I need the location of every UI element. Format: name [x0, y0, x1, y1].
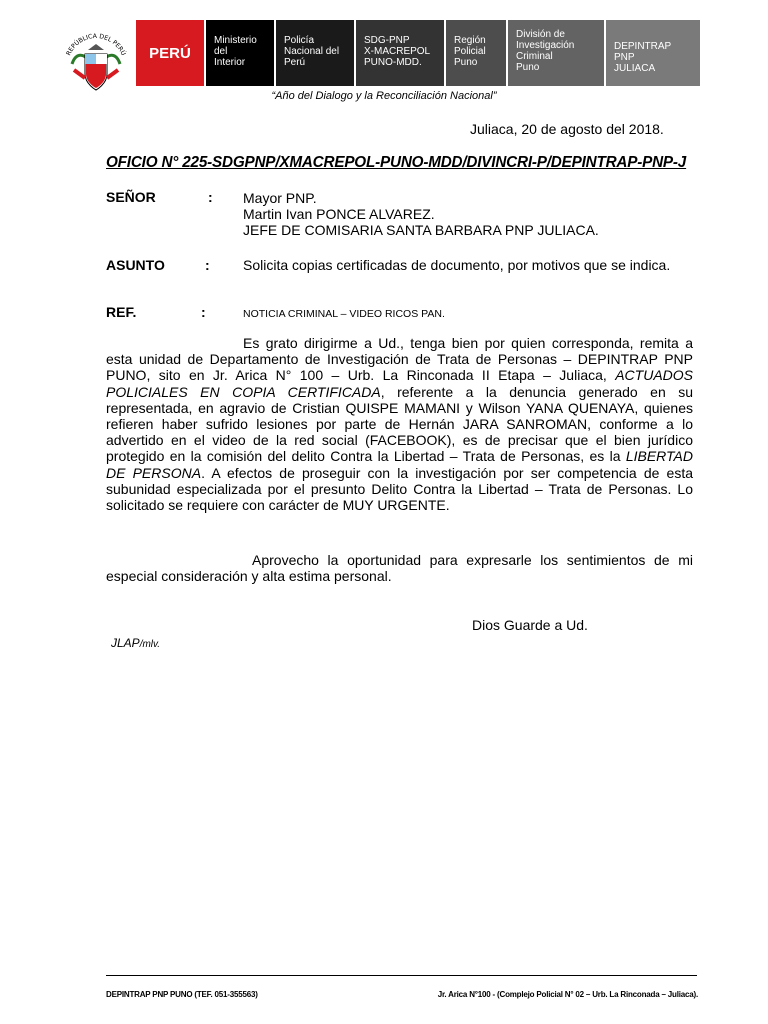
header-box-ministerio — [206, 20, 274, 86]
header-text: X-MACREPOL — [364, 46, 431, 57]
asunto-colon: : — [205, 257, 210, 273]
header-text: DEPINTRAP PNP — [614, 41, 672, 63]
header-text: Ministerio — [214, 35, 257, 46]
body-text: . A efectos de proseguir con la investigación por ser competencia de esta subunidad especializada por el presunto Delito Contra la Libertad – Trata de Personas. Lo solicitado se requiere con carácter de MUY URGENTE. — [106, 464, 693, 514]
header-text: Nacional del — [284, 46, 340, 57]
peru-label: PERÚ — [149, 44, 191, 62]
oficio-number: OFICIO N° 225-SDGPNP/XMACREPOL-PUNO-MDD/DIVINCRI-P/DEPINTRAP-PNP-J — [106, 154, 687, 171]
header-text: Región — [454, 35, 486, 46]
initials — [111, 636, 160, 650]
ref-label: REF. — [106, 304, 137, 320]
ref-value: NOTICIA CRIMINAL – VIDEO RICOS PAN. — [243, 308, 445, 320]
peru-brand-box — [136, 20, 204, 86]
header-text: Investigación — [516, 40, 575, 51]
header-text: JULIACA — [614, 63, 656, 74]
body-paragraph-2: Aprovecho la oportunidad para expresarle los sentimientos de mi especial consideración y alta estima personal. — [106, 552, 693, 585]
header-text: del — [214, 46, 228, 57]
header-text: Policía — [284, 35, 315, 46]
document-date: Juliaca, 20 de agosto del 2018. — [470, 121, 664, 137]
header-box-depintrap — [606, 20, 700, 86]
header-box-sdg — [356, 20, 444, 86]
initials-suffix: /mlv. — [139, 639, 161, 650]
header-text: PUNO-MDD. — [364, 57, 422, 68]
closing-phrase: Dios Guarde a Ud. — [472, 617, 588, 633]
header-box-division — [508, 20, 604, 86]
body-paragraph-1 — [106, 335, 693, 513]
header-text: Policial — [454, 46, 486, 57]
header-text: Interior — [214, 57, 246, 68]
header-box-policia — [276, 20, 354, 86]
header-text: Puno — [516, 62, 540, 73]
year-motto: “Año del Dialogo y la Reconciliación Nacional” — [271, 90, 497, 102]
body-text: Es grato dirigirme a Ud., tenga bien por quien corresponda, remita a esta unidad de Departamento de Investigación de Trata de Personas – DEPINTRAP PNP PUNO, sito en Jr. Arica N° 100 – Urb. La Rinconada II Etapa – Juliaca, — [106, 335, 693, 384]
addressee-name: Martin Ivan PONCE ALVAREZ. — [243, 206, 435, 222]
national-crest-logo — [58, 26, 134, 98]
footer-right: Jr. Arica N°100 - (Complejo Policial N° 02 – Urb. La Rinconada – Juliaca). — [437, 990, 698, 999]
asunto-value: Solicita copias certificadas de documento, por motivos que se indica. — [243, 257, 671, 273]
asunto-label: ASUNTO — [106, 257, 165, 273]
addressee-rank: Mayor PNP. — [243, 190, 317, 206]
senor-value — [243, 190, 599, 238]
body-text-italic: ACTUADOS POLICIALES EN COPIA CERTIFICADA — [106, 367, 693, 400]
initials-main: JLAP — [111, 636, 140, 650]
footer-left: DEPINTRAP PNP PUNO (TEF. 051-355563) — [106, 990, 258, 999]
svg-text:REPÚBLICA DEL PERÚ: REPÚBLICA DEL PERÚ — [65, 32, 127, 57]
senor-label: SEÑOR — [106, 189, 156, 205]
header-text: División de — [516, 29, 565, 40]
body-text: , referente a la denuncia generado en su representada, en agravio de Cristian QUISPE MAMANI y Wilson YANA QUENAYA, quienes refieren haber sufrido lesiones por parte de Hernán JARA SANROMAN, conforme a lo advertido en el video de la red social (FACEBOOK), es de precisar que el bien jurídico protegido en la comisión del delito Contra la Libertad – Trata de Personas, es la — [106, 383, 694, 465]
addressee-position: JEFE DE COMISARIA SANTA BARBARA PNP JULIACA. — [243, 222, 599, 238]
senor-colon: : — [208, 189, 213, 205]
header-text: Puno — [454, 57, 478, 68]
header-box-region — [446, 20, 506, 86]
header-text: SDG-PNP — [364, 35, 410, 46]
header-text: Perú — [284, 57, 306, 68]
header-text: Criminal — [516, 51, 553, 62]
body-text-italic: LIBERTAD DE PERSONA — [106, 448, 693, 481]
footer-divider — [106, 975, 697, 976]
ref-colon: : — [201, 304, 206, 320]
